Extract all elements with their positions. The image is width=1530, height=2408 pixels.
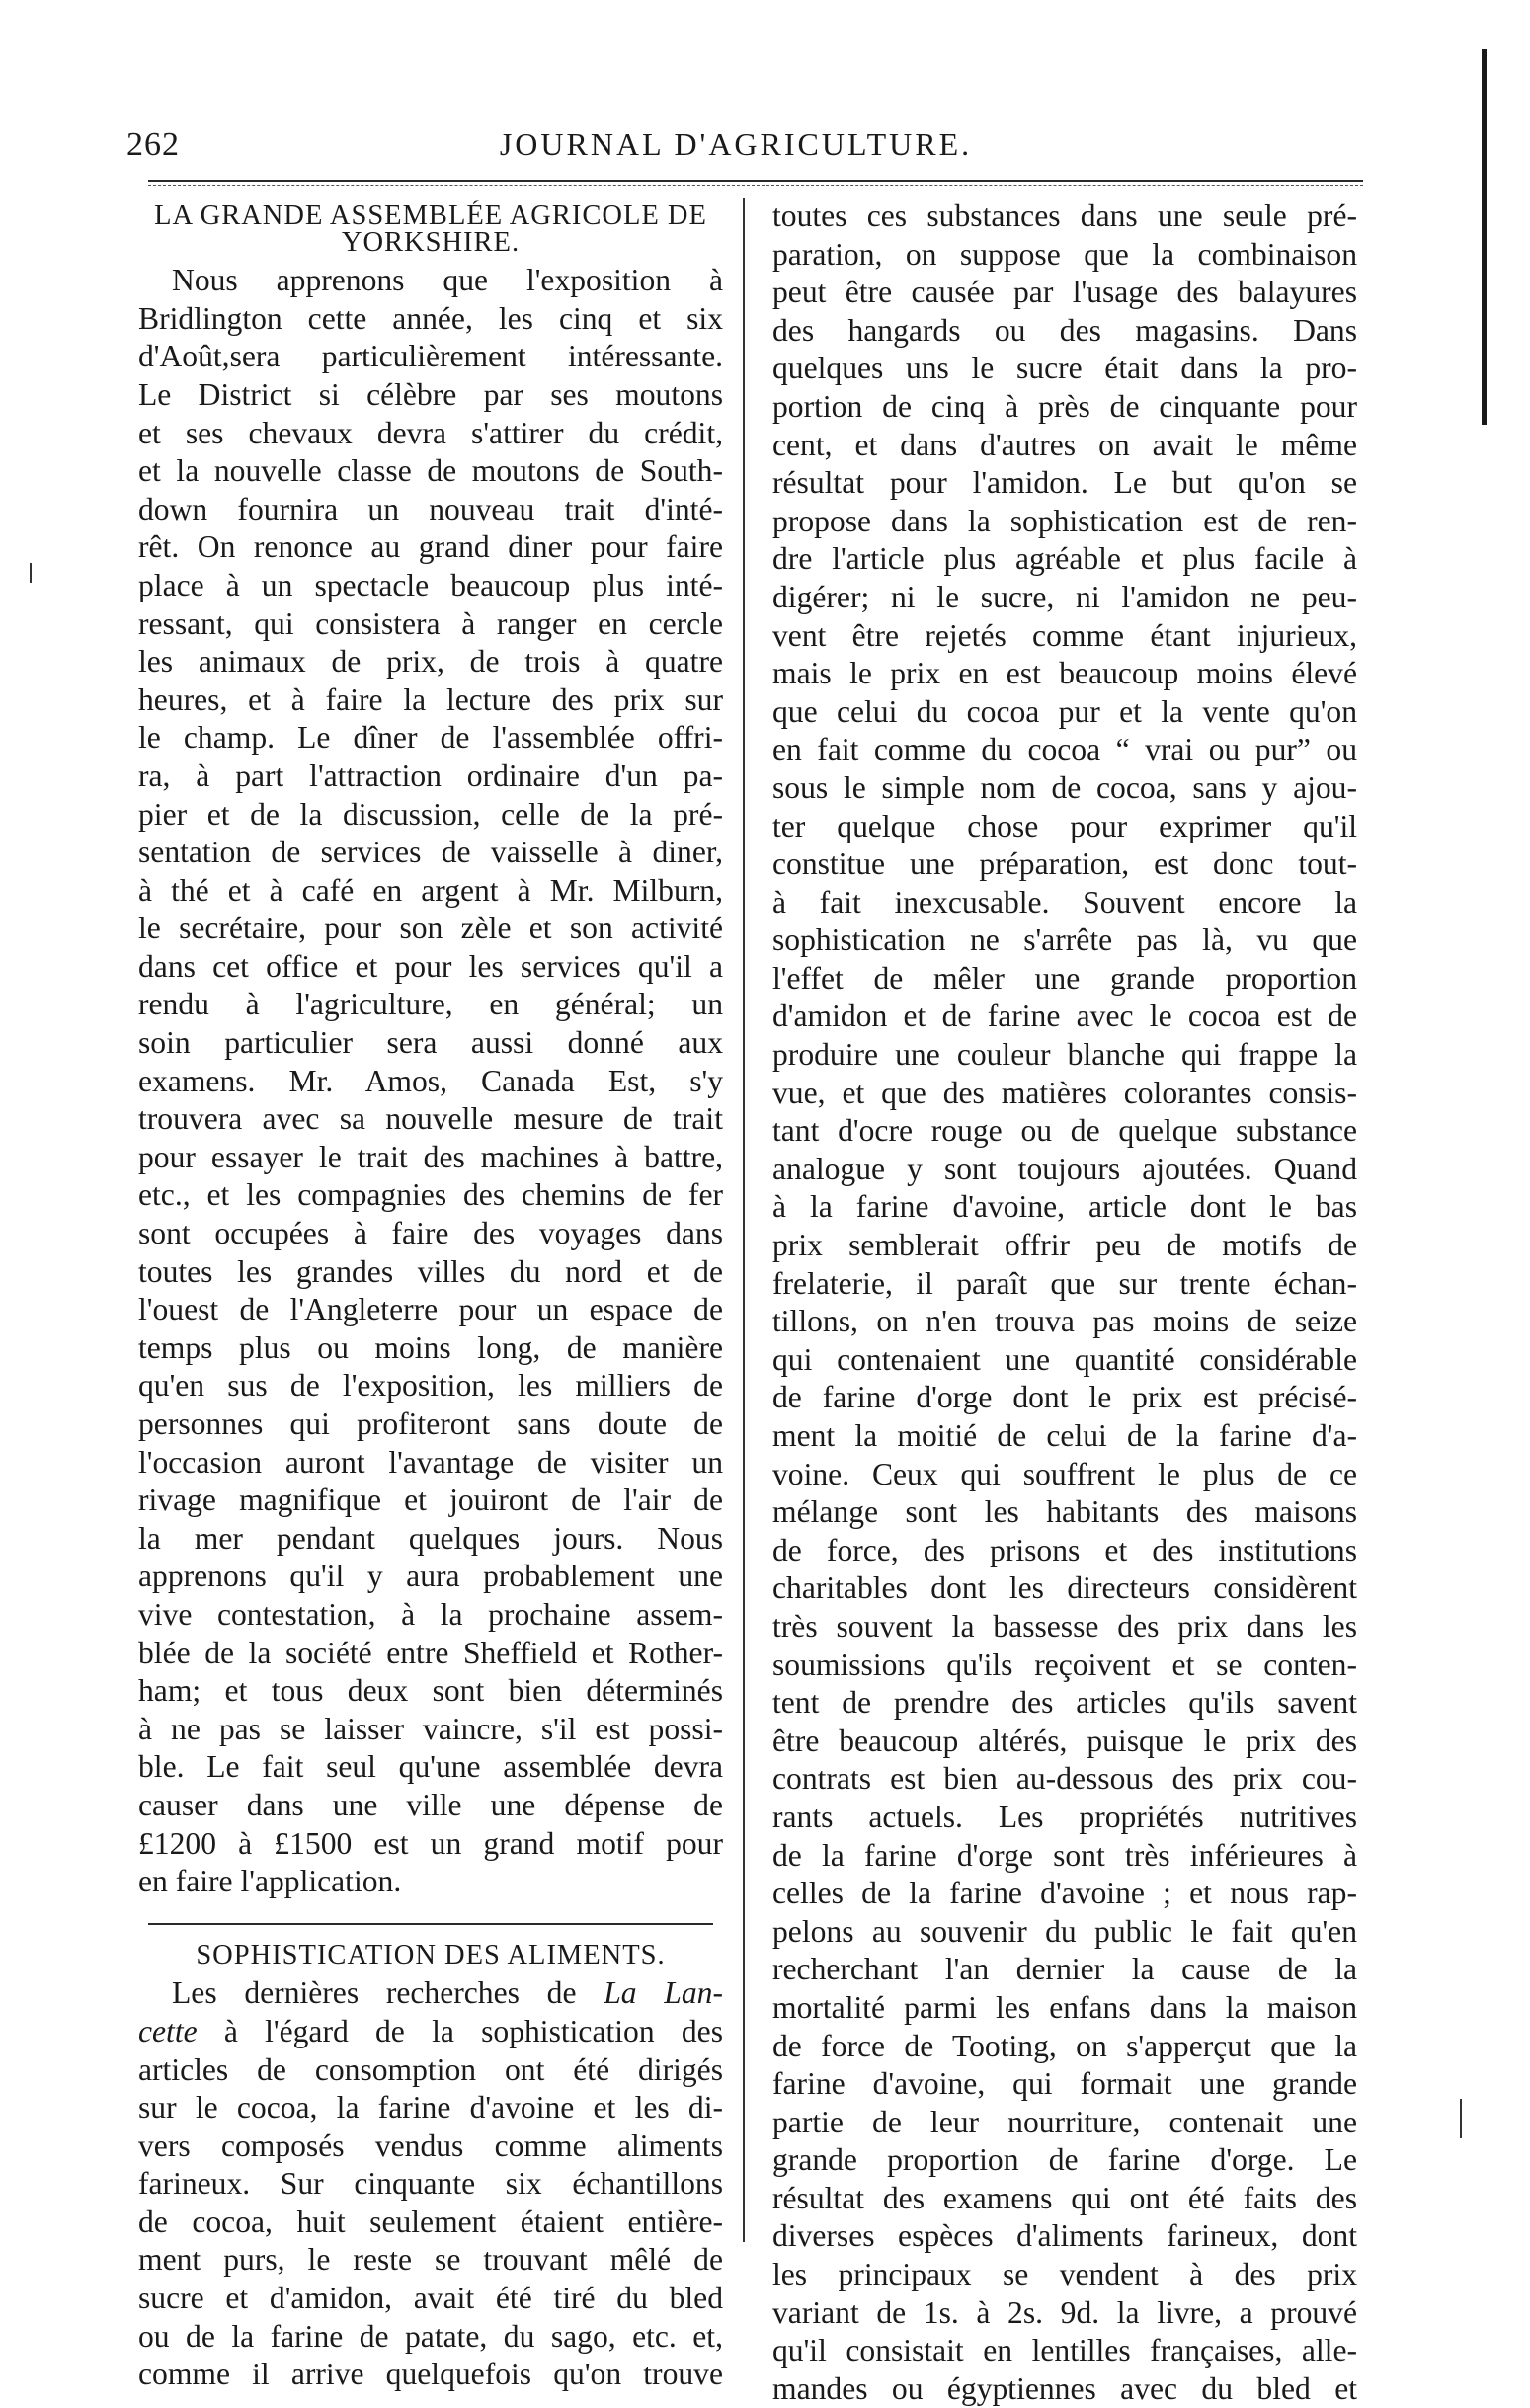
article-line: produire une couleur blanche qui frappe la	[772, 1037, 1357, 1073]
article-line: de la farine d'orge sont très inférieures à	[772, 1837, 1357, 1873]
article-line: tillons, on n'en trouva pas moins de seize	[772, 1304, 1357, 1339]
article-line: l'ouest de l'Angleterre pour un espace de	[138, 1292, 723, 1327]
article-line: sentation de services de vaisselle à diner,	[138, 835, 723, 870]
article-line: à ne pas se laisser vaincre, s'il est possi-	[138, 1711, 723, 1746]
article-line: ter quelque chose pour exprimer qu'il	[772, 808, 1357, 843]
article-line: très souvent la bassesse des prix dans les	[772, 1608, 1357, 1644]
article-line: pelons au souvenir du public le fait qu'en	[772, 1913, 1357, 1949]
article-line: digérer; ni le sucre, ni l'amidon ne peu-	[772, 579, 1357, 614]
article-line: mélange sont les habitants des maisons	[772, 1494, 1357, 1530]
article-line: Les dernières recherches de La Lan-	[172, 1975, 723, 2011]
article-line: sur le cocoa, la farine d'avoine et les di-	[138, 2090, 723, 2126]
article-line: qu'il consistait en lentilles françaises, alle-	[772, 2333, 1357, 2368]
article-line: dans cet office et pour les services qu'il a	[138, 948, 723, 984]
article-line: et ses chevaux devra s'attirer du crédit,	[138, 415, 723, 450]
article-line: dre l'article plus agréable et plus facile à	[772, 541, 1357, 577]
article-line: à thé et à café en argent à Mr. Milburn,	[138, 872, 723, 908]
article-line: cent, et dans d'autres on avait le même	[772, 427, 1357, 462]
article-line: rendu à l'agriculture, en général; un	[138, 987, 723, 1022]
article-line: l'effet de mêler une grande proportion	[772, 960, 1357, 996]
article-line: articles de consomption ont été dirigés	[138, 2051, 723, 2087]
article-line: trouvera avec sa nouvelle mesure de trait	[138, 1101, 723, 1137]
running-title: JOURNAL D'AGRICULTURE.	[499, 126, 973, 162]
article-line: sophistication ne s'arrête pas là, vu que	[772, 923, 1357, 958]
article-line: £1200 à £1500 est un grand motif pour	[138, 1825, 723, 1861]
article-line: vent être rejetés comme étant injurieux,	[772, 617, 1357, 653]
article-line: partie de leur nourriture, contenait une	[772, 2104, 1357, 2139]
article-yorkshire-assembly	[138, 198, 723, 1901]
article-line: l'occasion auront l'avantage de visiter un	[138, 1444, 723, 1480]
article-line: portion de cinq à près de cinquante pour	[772, 388, 1357, 424]
article-title: SOPHISTICATION DES ALIMENTS.	[196, 1939, 666, 1970]
article-line: paration, on suppose que la combinaison	[772, 236, 1357, 272]
article-title: YORKSHIRE.	[341, 226, 521, 258]
header-rule	[148, 180, 1363, 186]
article-line: temps plus ou moins long, de manière	[138, 1329, 723, 1365]
column-divider	[743, 198, 745, 2242]
article-line: examens. Mr. Amos, Canada Est, s'y	[138, 1063, 723, 1098]
article-line: variant de 1s. à 2s. 9d. la livre, a prouvé	[772, 2294, 1357, 2330]
article-line: les principaux se vendent à des prix	[772, 2257, 1357, 2292]
article-line: le secrétaire, pour son zèle et son activité	[138, 911, 723, 946]
article-line: cette à l'égard de la sophistication des	[138, 2013, 723, 2048]
article-line: rants actuels. Les propriétés nutritives	[772, 1799, 1357, 1834]
article-line: sucre et d'amidon, avait été tiré du bled	[138, 2281, 723, 2316]
article-line: heures, et à faire la lecture des prix sur	[138, 682, 723, 717]
article-line: tant d'ocre rouge ou de quelque substance	[772, 1113, 1357, 1149]
article-line: en faire l'application.	[138, 1864, 402, 1899]
article-line: le champ. Le dîner de l'assemblée offri-	[138, 720, 723, 756]
page-number: 262	[126, 126, 180, 163]
margin-mark	[30, 563, 32, 583]
article-line: propose dans la sophistication est de ren-	[772, 503, 1357, 538]
article-line: Le District si célèbre par ses moutons	[138, 376, 723, 412]
article-line: frelaterie, il paraît que sur trente échan-	[772, 1265, 1357, 1301]
article-line: pier et de la discussion, celle de la pré-	[138, 796, 723, 832]
article-line: vive contestation, à la prochaine assem-	[138, 1596, 723, 1632]
article-line: farine d'avoine, qui formait une grande	[772, 2066, 1357, 2102]
article-line: toutes les grandes villes du nord et de	[138, 1253, 723, 1289]
article-line: résultat pour l'amidon. Le but qu'on se	[772, 465, 1357, 501]
article-line: ble. Le fait seul qu'une assemblée devra	[138, 1749, 723, 1785]
article-line: celles de la farine d'avoine ; et nous rap-	[772, 1876, 1357, 1911]
article-line: que celui du cocoa pur et la vente qu'on	[772, 693, 1357, 729]
article-line: Bridlington cette année, les cinq et six	[138, 300, 723, 336]
article-line: ham; et tous deux sont bien déterminés	[138, 1673, 723, 1709]
article-line: prix semblerait offrir peu de motifs de	[772, 1228, 1357, 1263]
article-line: toutes ces substances dans une seule pré-	[772, 199, 1357, 233]
article-body-continued	[772, 198, 1357, 2408]
article-line: qui contenaient une quantité considérable	[772, 1341, 1357, 1377]
article-line: comme il arrive quelquefois qu'on trouve	[138, 2357, 723, 2392]
article-line: ou de la farine de patate, du sago, etc. et,	[138, 2318, 723, 2354]
article-line: résultat des examens qui ont été faits des	[772, 2180, 1357, 2215]
article-line: de cocoa, huit seulement étaient entière-	[138, 2204, 723, 2239]
article-line: mais le prix en est beaucoup moins élevé	[772, 656, 1357, 691]
article-line: vers composés vendus comme aliments	[138, 2127, 723, 2163]
article-line: constitue une préparation, est donc tout-	[772, 846, 1357, 882]
article-line: rêt. On renonce au grand diner pour faire	[138, 529, 723, 565]
article-line: les animaux de prix, de trois à quatre	[138, 644, 723, 680]
left-column	[138, 198, 723, 2394]
article-line: grande proportion de farine d'orge. Le	[772, 2142, 1357, 2178]
article-body	[138, 2051, 723, 2394]
article-line: down fournira un nouveau trait d'inté-	[138, 491, 723, 526]
margin-mark	[1460, 2099, 1462, 2138]
article-line: diverses espèces d'aliments farineux, dont	[772, 2218, 1357, 2254]
article-line: voine. Ceux qui souffrent le plus de ce	[772, 1456, 1357, 1491]
article-line: farineux. Sur cinquante six échantillons	[138, 2166, 723, 2202]
article-line: recherchant l'an dernier la cause de la	[772, 1952, 1357, 1987]
article-title: LA GRANDE ASSEMBLÉE AGRICOLE DE	[154, 201, 707, 231]
article-line: Nous apprenons que l'exposition à	[172, 263, 723, 298]
margin-scan-bar	[1482, 49, 1487, 425]
article-line: rivage magnifique et jouiront de l'air de	[138, 1483, 723, 1518]
article-line: ment purs, le reste se trouvant mêlé de	[138, 2242, 723, 2278]
article-line: blée de la société entre Sheffield et Rother-	[138, 1635, 723, 1670]
article-line: peut être causée par l'usage des balayures	[772, 275, 1357, 310]
article-line: et la nouvelle classe de moutons de South-	[138, 453, 723, 489]
article-line: sont occupées à faire des voyages dans	[138, 1216, 723, 1251]
article-line: contrats est bien au-dessous des prix cou-	[772, 1761, 1357, 1797]
article-line: tent de prendre des articles qu'ils savent	[772, 1685, 1357, 1721]
article-line: etc., et les compagnies des chemins de fer	[138, 1177, 723, 1213]
article-line: soumissions qu'ils reçoivent et se conten-	[772, 1646, 1357, 1682]
right-column	[772, 198, 1357, 2408]
article-line: ressant, qui consistera à ranger en cercle	[138, 605, 723, 641]
article-line: mortalité parmi les enfans dans la maison	[772, 1989, 1357, 2025]
article-line: de farine d'orge dont le prix est précisé-	[772, 1380, 1357, 1415]
article-line: quelques uns le sucre était dans la pro-	[772, 351, 1357, 386]
article-line: d'amidon et de farine avec le cocoa est de	[772, 999, 1357, 1034]
article-line: ra, à part l'attraction ordinaire d'un pa-	[138, 758, 723, 793]
article-line: soin particulier sera aussi donné aux	[138, 1025, 723, 1061]
article-line: ment la moitié de celui de la farine d'a-	[772, 1418, 1357, 1453]
article-line: de force de Tooting, on s'apperçut que la	[772, 2028, 1357, 2063]
article-line: analogue y sont toujours ajoutées. Quand	[772, 1151, 1357, 1186]
article-line: mandes ou égyptiennes avec du bled et	[772, 2370, 1357, 2406]
article-line: à fait inexcusable. Souvent encore la	[772, 884, 1357, 920]
section-divider	[148, 1923, 713, 1925]
article-line: sous le simple nom de cocoa, sans y ajou-	[772, 769, 1357, 805]
page-header	[119, 126, 1353, 176]
article-line: pour essayer le trait des machines à battre,	[138, 1139, 723, 1174]
article-line: de force, des prisons et des institutions	[772, 1532, 1357, 1567]
article-line: qu'en sus de l'exposition, les milliers de	[138, 1368, 723, 1404]
article-line: place à un spectacle beaucoup plus inté-	[138, 567, 723, 602]
article-line: en fait comme du cocoa “ vrai ou pur” ou	[772, 732, 1357, 767]
article-line: causer dans une ville une dépense de	[138, 1787, 723, 1822]
article-line: charitables dont les directeurs considèrent	[772, 1570, 1357, 1606]
article-line: à la farine d'avoine, article dont le bas	[772, 1189, 1357, 1225]
article-body	[138, 262, 723, 1901]
article-line: apprenons qu'il y aura probablement une	[138, 1559, 723, 1594]
article-food-sophistication	[138, 1937, 723, 2394]
article-line: personnes qui profiteront sans doute de	[138, 1406, 723, 1441]
article-line: des hangards ou des magasins. Dans	[772, 312, 1357, 348]
article-line: être beaucoup altérés, puisque le prix des	[772, 1723, 1357, 1758]
article-line: vue, et que des matières colorantes consis-	[772, 1075, 1357, 1110]
article-line: la mer pendant quelques jours. Nous	[138, 1520, 723, 1556]
article-line: d'Août,sera particulièrement intéressante.	[138, 339, 723, 374]
